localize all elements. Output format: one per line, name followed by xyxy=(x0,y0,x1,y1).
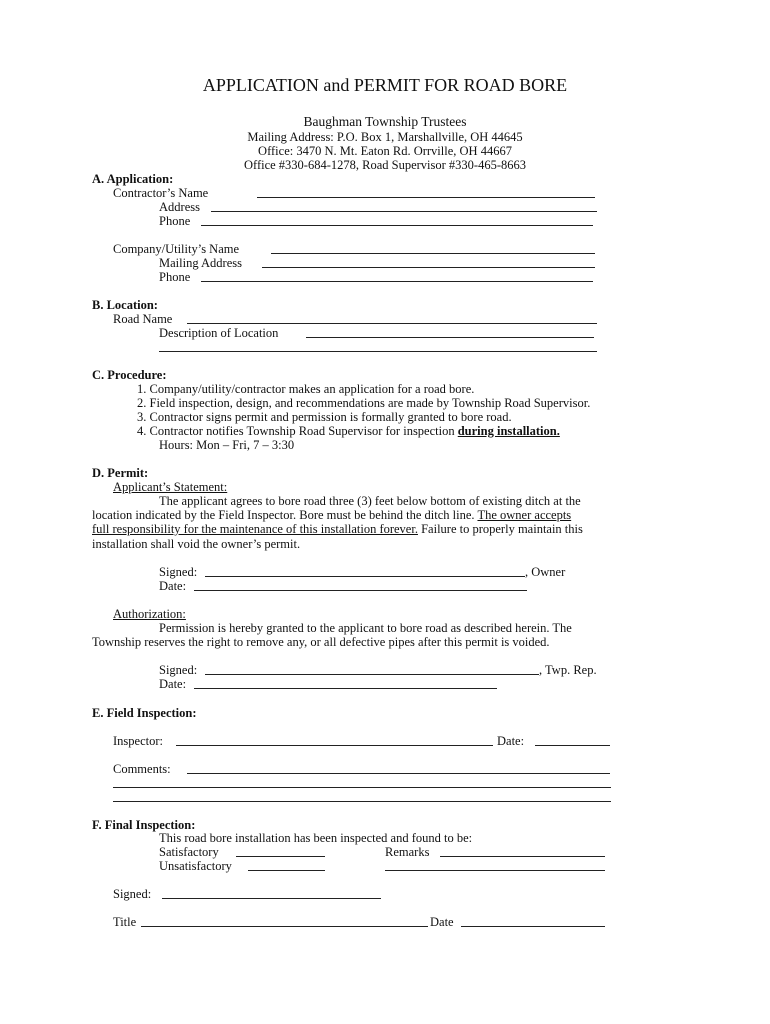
unsatisfactory-label: Unsatisfactory xyxy=(159,859,232,873)
owner-signed-label: Signed: xyxy=(159,565,198,579)
unsatisfactory-field[interactable] xyxy=(248,870,325,871)
road-name-field[interactable] xyxy=(187,323,597,324)
address-label: Address xyxy=(159,200,200,214)
satisfactory-field[interactable] xyxy=(236,856,325,857)
phone2-label: Phone xyxy=(159,270,191,284)
office-address: Office: 3470 N. Mt. Eaton Rd. Orrville, OH 44667 xyxy=(258,144,512,158)
inspection-hours: Hours: Mon – Fri, 7 – 3:30 xyxy=(159,438,295,452)
section-e-heading: E. Field Inspection: xyxy=(92,706,197,720)
address-field[interactable] xyxy=(211,211,597,212)
owner-date-label: Date: xyxy=(159,579,187,593)
procedure-item-4-text: 4. Contractor notifies Township Road Supervisor for inspection xyxy=(137,424,455,438)
statement-line-4: installation shall void the owner’s permit. xyxy=(92,537,301,551)
owner-date-field[interactable] xyxy=(194,590,527,591)
final-inspection-intro: This road bore installation has been inspected and found to be: xyxy=(159,831,473,845)
document-title: APPLICATION and PERMIT FOR ROAD BORE xyxy=(202,75,568,95)
authorization-line-1: Permission is hereby granted to the applicant to bore road as described herein. The xyxy=(159,621,572,635)
procedure-item-2: 2. Field inspection, design, and recommendations are made by Township Road Supervisor. xyxy=(137,396,591,410)
procedure-item-4 xyxy=(137,424,560,438)
remarks-field[interactable] xyxy=(440,856,605,857)
authorization-label: Authorization: xyxy=(113,607,186,621)
final-date-label: Date xyxy=(430,915,454,929)
remarks-label: Remarks xyxy=(385,845,430,859)
company-name-label: Company/Utility’s Name xyxy=(113,242,240,256)
description-label: Description of Location xyxy=(159,326,279,340)
inspection-date-label: Date: xyxy=(497,734,525,748)
inspector-label: Inspector: xyxy=(113,734,163,748)
rep-date-field[interactable] xyxy=(194,688,497,689)
comments-label: Comments: xyxy=(113,762,171,776)
description-field-2[interactable] xyxy=(159,351,597,352)
procedure-item-3: 3. Contractor signs permit and permission is formally granted to bore road. xyxy=(137,410,512,424)
phone-label: Phone xyxy=(159,214,191,228)
inspector-field[interactable] xyxy=(176,745,493,746)
statement-line-2 xyxy=(92,508,571,522)
statement-line-2b: The owner accepts xyxy=(477,508,572,522)
comments-field[interactable] xyxy=(187,773,610,774)
phone-numbers: Office #330-684-1278, Road Supervisor #330-465-8663 xyxy=(243,158,527,172)
satisfactory-label: Satisfactory xyxy=(159,845,219,859)
section-a-heading: A. Application: xyxy=(92,172,174,186)
statement-line-3a: full responsibility for the maintenance of this installation forever. xyxy=(92,522,418,536)
contractor-name-field[interactable] xyxy=(257,197,595,198)
twp-rep-label: , Twp. Rep. xyxy=(539,663,597,677)
section-b-heading: B. Location: xyxy=(92,298,158,312)
statement-line-3b: Failure to properly maintain this xyxy=(421,522,583,536)
description-field[interactable] xyxy=(306,337,594,338)
remarks-field-2[interactable] xyxy=(385,870,605,871)
contractor-name-label: Contractor’s Name xyxy=(113,186,209,200)
final-signature-field[interactable] xyxy=(162,898,381,899)
mailing-address-field[interactable] xyxy=(262,267,595,268)
statement-line-1: The applicant agrees to bore road three (3) feet below bottom of existing ditch at the xyxy=(159,494,581,508)
statement-label: Applicant’s Statement: xyxy=(113,480,228,494)
section-c-heading: C. Procedure: xyxy=(92,368,167,382)
owner-signature-field[interactable] xyxy=(205,576,525,577)
mailing-address: Mailing Address: P.O. Box 1, Marshallville, OH 44645 xyxy=(247,130,523,144)
company-name-field[interactable] xyxy=(271,253,595,254)
title-field[interactable] xyxy=(141,926,428,927)
road-name-label: Road Name xyxy=(113,312,173,326)
org-name: Baughman Township Trustees xyxy=(303,114,467,129)
phone2-field[interactable] xyxy=(201,281,593,282)
statement-line-2a: location indicated by the Field Inspector. Bore must be behind the ditch line. xyxy=(92,508,475,522)
section-d-heading: D. Permit: xyxy=(92,466,149,480)
rep-date-label: Date: xyxy=(159,677,187,691)
final-signed-label: Signed: xyxy=(113,887,152,901)
inspection-date-field[interactable] xyxy=(535,745,610,746)
comments-field-3[interactable] xyxy=(113,801,611,802)
final-date-field[interactable] xyxy=(461,926,605,927)
rep-signed-label: Signed: xyxy=(159,663,198,677)
statement-line-3 xyxy=(92,522,583,536)
procedure-item-1: 1. Company/utility/contractor makes an application for a road bore. xyxy=(137,382,475,396)
authorization-line-2: Township reserves the right to remove any, or all defective pipes after this permit is voided. xyxy=(92,635,550,649)
mailing-address-label: Mailing Address xyxy=(159,256,242,270)
owner-label: , Owner xyxy=(525,565,566,579)
procedure-item-4-emphasis: during installation. xyxy=(457,424,560,438)
section-f-heading: F. Final Inspection: xyxy=(92,818,196,832)
rep-signature-field[interactable] xyxy=(205,674,539,675)
phone-field[interactable] xyxy=(201,225,593,226)
title-label: Title xyxy=(113,915,137,929)
comments-field-2[interactable] xyxy=(113,787,611,788)
